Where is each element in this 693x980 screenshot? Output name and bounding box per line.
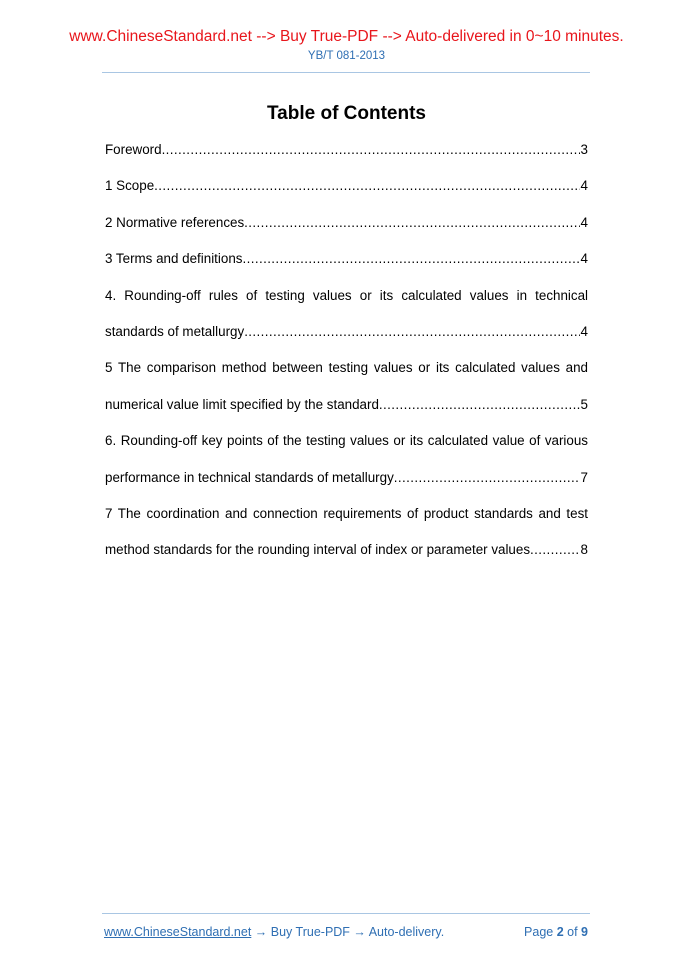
dot-leader [154,176,579,196]
toc-entry-text: 1 Scope [105,178,155,194]
dot-leader [379,395,580,415]
toc-title: Table of Contents [266,103,427,124]
dot-leader [242,249,579,269]
toc-entry-text: standards of metallurgy [105,323,245,339]
footer-divider [102,913,590,914]
top-banner-link[interactable]: www.ChineseStandard.net --> Buy True-PDF --> Auto-delivered in 0~10 minutes. [69,28,624,45]
toc-entry-terms-definitions[interactable] [105,249,588,285]
dot-leader [394,468,580,488]
toc-page-number: 5 [580,396,588,412]
toc-entry-rounding-rules[interactable] [105,322,588,358]
table-of-contents [105,140,588,577]
page-indicator [524,924,588,940]
toc-page-number: 4 [580,178,588,194]
toc-entry-comparison-method-line1[interactable]: 5 The comparison method between testing values or its calculated values and [105,360,588,376]
toc-page-number: 4 [580,251,588,267]
toc-entry-key-points[interactable] [105,468,588,504]
toc-entry-normative-references[interactable] [105,213,588,249]
dot-leader [530,540,580,560]
toc-entry-text: 3 Terms and definitions [105,251,243,267]
dot-leader [244,213,579,233]
total-pages-number: 9 [581,925,588,939]
toc-entry-coordination-line1[interactable]: 7 The coordination and connection requirements of product standards and test [105,505,588,521]
header-divider [102,72,590,73]
toc-entry-text: 2 Normative references [105,214,245,230]
toc-entry-text: performance in technical standards of metallurgy [105,469,394,485]
page-footer [104,924,588,940]
toc-entry-rounding-rules-line1[interactable]: 4. Rounding-off rules of testing values or its calculated values in technical [105,287,588,303]
toc-page-number: 3 [580,142,588,157]
page-separator: of [563,925,582,939]
dot-leader [244,322,579,342]
standard-code: YB/T 081-2013 [307,50,386,62]
toc-entry-key-points-line1[interactable]: 6. Rounding-off key points of the testing values or its calculated value of various [105,433,588,449]
toc-page-number: 8 [580,542,588,558]
toc-entry-text: method standards for the rounding interval of index or parameter values [105,542,531,558]
toc-entry-foreword[interactable] [105,140,588,176]
toc-entry-text: Foreword [105,142,162,157]
footer-site-link[interactable]: www.ChineseStandard.net [104,925,252,939]
footer-tagline: → Buy True-PDF → Auto-delivery. [251,925,445,939]
toc-entry-scope[interactable] [105,176,588,212]
toc-page-number: 4 [580,214,588,230]
toc-entry-coordination[interactable] [105,540,588,576]
current-page-number: 2 [556,925,564,939]
toc-page-number: 4 [580,323,588,339]
toc-entry-text: numerical value limit specified by the standard [105,396,379,412]
toc-page-number: 7 [580,469,588,485]
toc-entry-comparison-method[interactable] [105,395,588,431]
dot-leader [162,140,580,160]
page-prefix: Page [524,925,557,939]
